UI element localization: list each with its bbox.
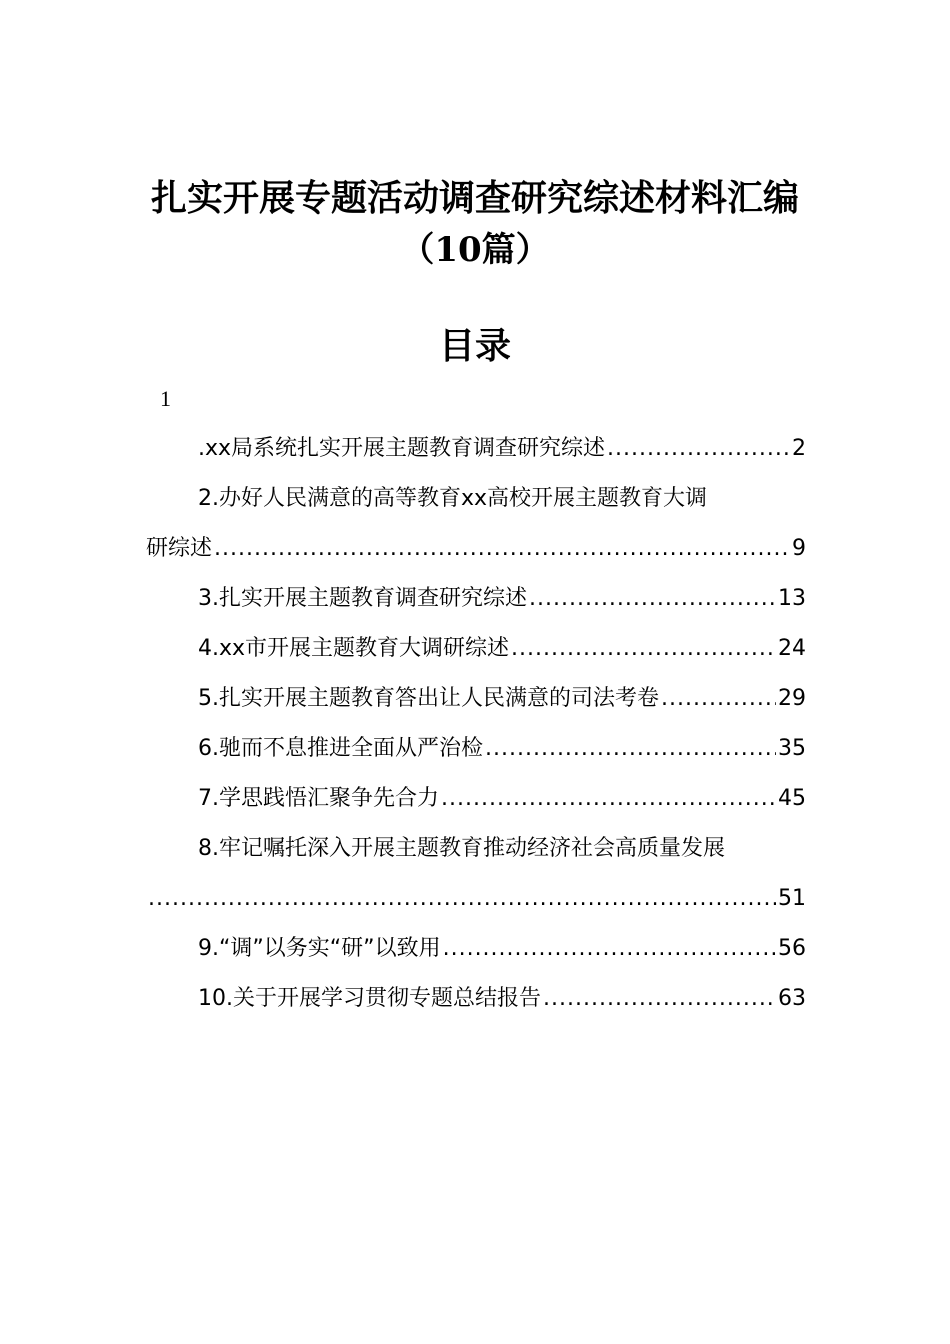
toc-dot-leader <box>607 431 790 466</box>
toc-entry-5[interactable] <box>146 681 806 731</box>
toc-entry-2-continuation[interactable] <box>146 531 806 581</box>
toc-entry-8-continuation[interactable] <box>146 881 806 931</box>
toc-entry-9[interactable] <box>146 931 806 981</box>
toc-dot-leader <box>148 881 776 916</box>
toc-entry-page: 45 <box>778 786 806 811</box>
toc-entry-page: 51 <box>778 886 806 911</box>
toc-dot-leader <box>443 931 776 966</box>
toc-entry-page: 2 <box>792 436 806 461</box>
toc-entry-title: 4.xx市开展主题教育大调研综述 <box>198 636 510 661</box>
toc-entry-10[interactable] <box>146 981 806 1031</box>
toc-entry-7[interactable] <box>146 781 806 831</box>
toc-entry-title: 6.驰而不息推进全面从严治检 <box>198 736 483 761</box>
toc-entry-4[interactable] <box>146 631 806 681</box>
stray-page-number: 1 <box>160 386 171 411</box>
toc-entry-page: 24 <box>778 636 806 661</box>
toc-entry-3[interactable] <box>146 581 806 631</box>
toc-entry-title: 3.扎实开展主题教育调查研究综述 <box>198 586 527 611</box>
toc-entry-title: 10.关于开展学习贯彻专题总结报告 <box>198 986 541 1011</box>
toc-dot-leader <box>529 581 776 616</box>
toc-dot-leader <box>543 981 776 1016</box>
toc-entry-1[interactable] <box>146 431 806 481</box>
toc-entry-2[interactable] <box>146 481 806 531</box>
toc-dot-leader <box>441 781 776 816</box>
toc-entry-page: 9 <box>792 536 806 561</box>
toc-heading: 目录 <box>438 325 511 367</box>
toc-entry-page: 13 <box>778 586 806 611</box>
toc-entry-title-continued: 研综述 <box>146 536 213 561</box>
toc-dot-leader <box>661 681 776 716</box>
document-subtitle: （10篇） <box>400 230 550 270</box>
toc-entry-6[interactable] <box>146 731 806 781</box>
toc-dot-leader <box>511 631 776 666</box>
toc-entry-title: 8.牢记嘱托深入开展主题教育推动经济社会高质量发展 <box>198 836 725 861</box>
toc-entry-title: .xx局系统扎实开展主题教育调查研究综述 <box>198 436 606 461</box>
toc-dot-leader <box>214 531 790 566</box>
toc-dot-leader <box>485 731 776 766</box>
toc-entry-title: 9.“调”以务实“研”以致用 <box>198 936 441 961</box>
toc-entry-8[interactable] <box>146 831 806 881</box>
table-of-contents <box>146 431 806 1031</box>
toc-entry-page: 63 <box>778 986 806 1011</box>
toc-entry-title: 7.学思践悟汇聚争先合力 <box>198 786 439 811</box>
toc-entry-title: 5.扎实开展主题教育答出让人民满意的司法考卷 <box>198 686 659 711</box>
toc-entry-page: 35 <box>778 736 806 761</box>
document-title: 扎实开展专题活动调查研究综述材料汇编 <box>150 177 799 219</box>
toc-entry-page: 56 <box>778 936 806 961</box>
toc-entry-title: 2.办好人民满意的高等教育xx高校开展主题教育大调 <box>198 486 708 511</box>
toc-entry-page: 29 <box>778 686 806 711</box>
